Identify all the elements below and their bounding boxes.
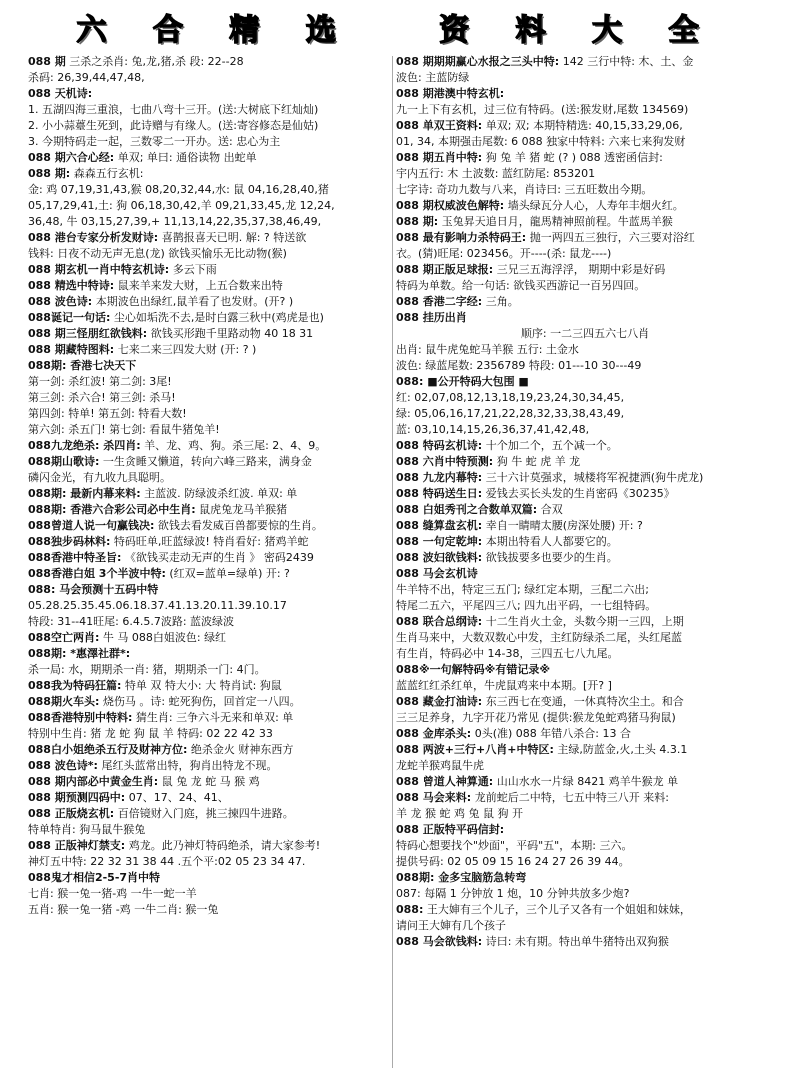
line-heading: 088 精选中特诗: xyxy=(28,279,115,292)
text-line xyxy=(396,630,774,646)
text-line xyxy=(28,310,390,326)
line-heading: 088: xyxy=(396,903,424,916)
text-line xyxy=(396,102,774,118)
line-text: 玉兔昇天追日月，龍馬精神照前程。牛蓝馬羊猴 xyxy=(438,215,673,228)
text-line xyxy=(396,470,774,486)
text-line xyxy=(28,422,390,438)
text-line xyxy=(396,838,774,854)
line-text: 绝杀金火 财神东西方 xyxy=(187,743,294,756)
text-line xyxy=(28,358,390,374)
text-line xyxy=(28,470,390,486)
line-text: 尘心如垢洗不去,是时白露三秋中(鸡虎是也) xyxy=(110,311,324,324)
line-heading: 088 藏金打油诗: xyxy=(396,695,483,708)
text-line xyxy=(396,614,774,630)
text-line xyxy=(28,822,390,838)
line-text: 幸自一睛晴太腰(房深处腰) 开: ? xyxy=(482,519,643,532)
text-line xyxy=(28,86,390,102)
line-text: 七来二来三四发大财 (开: ? ) xyxy=(114,343,257,356)
line-text: 宇内五行: 木 土波数: 蓝红防尾: 853201 xyxy=(396,167,596,180)
line-heading: 088 白姐秀刊之合数单双篇: xyxy=(396,503,538,516)
text-line xyxy=(396,534,774,550)
line-text: 蓝蓝红红杀红单，牛虎鼠鸡来中本期。[开? ] xyxy=(396,679,612,692)
text-line xyxy=(396,726,774,742)
text-line xyxy=(28,262,390,278)
line-text: 波色: 主蓝防绿 xyxy=(396,71,470,84)
text-line xyxy=(28,630,390,646)
line-heading: 088独步码林料: xyxy=(28,535,111,548)
text-line xyxy=(28,870,390,886)
line-text: 05,17,29,41,土: 狗 06,18,30,42,羊 09,21,33,45,龙 12,24, xyxy=(28,199,335,212)
line-text: 鼠来羊来发大财，上五合数来出特 xyxy=(114,279,283,292)
line-heading: 088 期玄机一肖中特玄机诗: xyxy=(28,263,170,276)
line-text: 36,48, 牛 03,15,27,39,+ 11,13,14,22,35,37,38,46,49, xyxy=(28,215,322,228)
line-heading: 088 最有影响力杀特码王: xyxy=(396,231,527,244)
line-text: 鼠虎兔龙马羊猴猪 xyxy=(195,503,288,516)
line-text: 特码心想要找个"炒面"，平码"五"，本期: 三六。 xyxy=(396,839,633,852)
text-line xyxy=(28,150,390,166)
text-line xyxy=(396,486,774,502)
line-heading: 088我为特码狂篇: xyxy=(28,679,122,692)
text-line xyxy=(396,406,774,422)
line-heading: 088 缝算盘玄机: xyxy=(396,519,483,532)
line-text: 狗 牛 蛇 虎 羊 龙 xyxy=(493,455,581,468)
line-heading: 088曾道人说一句赢钱决: xyxy=(28,519,155,532)
text-line xyxy=(396,422,774,438)
text-line xyxy=(28,342,390,358)
text-line xyxy=(28,518,390,534)
text-line xyxy=(396,662,774,678)
line-heading: 088 曾道人神算通: xyxy=(396,775,494,788)
line-heading: 088 九龙内幕特: xyxy=(396,471,483,484)
text-line xyxy=(396,342,774,358)
line-text: 特别中生肖: 猪 龙 蛇 狗 鼠 羊 特码: 02 22 42 33 xyxy=(28,727,273,740)
line-text: 《欲钱买走动无声的生肖 》 密码2439 xyxy=(121,551,314,564)
line-heading: 088香港白姐 3个半波中特: xyxy=(28,567,166,580)
line-text: 主蓝波. 防绿波杀红波. 单双: 单 xyxy=(140,487,298,500)
text-line xyxy=(28,646,390,662)
line-heading: 088 期正版足球报: xyxy=(396,263,494,276)
text-line xyxy=(396,598,774,614)
line-text: 牛羊特不出，特定三五门; 绿红定本期，三配二六出; xyxy=(396,583,649,596)
text-line xyxy=(396,502,774,518)
line-text: 087: 每隔 1 分钟放 1 炮，10 分钟共放多少炮? xyxy=(396,887,630,900)
line-text: 王大婶有三个儿子，三个儿子又各有一个姐姐和妹妹， xyxy=(423,903,691,916)
line-heading: 088期山歌诗: xyxy=(28,455,100,468)
text-line xyxy=(396,390,774,406)
text-line xyxy=(28,246,390,262)
line-heading: 088 波色诗*: xyxy=(28,759,98,772)
line-text: 特段: 31--41旺尾: 6.4.5.7波路: 蓝波绿波 xyxy=(28,615,235,628)
line-heading: 088 联合总纲诗: xyxy=(396,615,483,628)
line-text: 蓝: 03,10,14,15,26,36,37,41,42,48, xyxy=(396,423,590,436)
column-divider xyxy=(392,56,393,1068)
line-text: 顺序: 一二三四五六七八肖 xyxy=(520,327,650,340)
text-line xyxy=(28,54,390,70)
line-heading: 088期火车头: xyxy=(28,695,100,708)
line-text: 0头(准) 088 年错八杀合: 13 合 xyxy=(471,727,631,740)
text-line xyxy=(396,310,774,326)
line-text: 九一上下有玄机，过三位有特码。(送:猴发财,尾数 134569) xyxy=(396,103,689,116)
line-text: 杀码: 26,39,44,47,48, xyxy=(28,71,145,84)
text-line xyxy=(28,758,390,774)
line-heading: 088 特码送生日: xyxy=(396,487,483,500)
line-text: 红: 02,07,08,12,13,18,19,23,24,30,34,45, xyxy=(396,391,625,404)
text-line xyxy=(396,694,774,710)
line-heading: 088期: 香港七决天下 xyxy=(28,359,137,372)
line-text: 多云下雨 xyxy=(169,263,217,276)
text-line xyxy=(396,822,774,838)
line-heading: 088 期预测四码中: xyxy=(28,791,126,804)
text-line xyxy=(396,710,774,726)
line-heading: 088 期: xyxy=(28,167,71,180)
line-text: 诗曰: 未有期。特出单牛猪特出双狗猴 xyxy=(482,935,669,948)
line-text: 七字诗: 奇功九数与八来，肖诗曰: 三五旺数出今期。 xyxy=(396,183,653,196)
line-heading: 088 天机诗: xyxy=(28,87,93,100)
text-line xyxy=(28,902,390,918)
line-text: 一生贪睡又懒道，转向六峰三路来，满身金 xyxy=(99,455,312,468)
text-line xyxy=(396,518,774,534)
line-heading: 088香港中特圣旨: xyxy=(28,551,122,564)
text-line xyxy=(28,390,390,406)
text-line xyxy=(28,454,390,470)
text-line xyxy=(28,214,390,230)
text-line xyxy=(28,662,390,678)
line-text: 欲钱拔要多也要少的生肖。 xyxy=(482,551,618,564)
line-heading: 088 期期期赢心水报之三头中特: xyxy=(396,55,560,68)
line-heading: 088 正版神灯禁支: xyxy=(28,839,126,852)
line-text: 07、17、24、41、 xyxy=(125,791,229,804)
text-line xyxy=(396,758,774,774)
text-line xyxy=(28,534,390,550)
text-line xyxy=(396,246,774,262)
line-text: 喜鹊报喜天已明. 解: ? 特送欲 xyxy=(158,231,307,244)
line-text: 山山水水一片绿 8421 鸡羊牛猴龙 单 xyxy=(493,775,679,788)
line-text: 牛 马 088白姐波色: 绿红 xyxy=(99,631,227,644)
line-heading: 088 期六合心经: xyxy=(28,151,115,164)
line-heading: 088 马会玄机诗 xyxy=(396,567,478,580)
line-text: 3. 今期特码走一起，三数零二一开办。送: 忠心为主 xyxy=(28,135,281,148)
line-text: 出肖: 鼠牛虎兔蛇马羊猴 五行: 土金水 xyxy=(396,343,579,356)
text-line xyxy=(28,694,390,710)
text-line xyxy=(28,198,390,214)
line-heading: 088期: *惠澤社群*: xyxy=(28,647,131,660)
text-line xyxy=(396,86,774,102)
text-line xyxy=(28,70,390,86)
text-line xyxy=(28,614,390,630)
text-line xyxy=(28,710,390,726)
text-line xyxy=(28,102,390,118)
text-line xyxy=(396,790,774,806)
line-heading: 088 波妇欲钱料: xyxy=(396,551,483,564)
line-text: (红双=蓝单=绿单) 开: ? xyxy=(165,567,290,580)
line-text: 本期出特看人人都要它的。 xyxy=(482,535,618,548)
text-line xyxy=(28,790,390,806)
line-text: 单双; 双; 本期特精选: 40,15,33,29,06, xyxy=(482,119,683,132)
line-text: 特码旺单,旺蓝绿波! 特肖看好: 猪鸡羊蛇 xyxy=(110,535,309,548)
line-text: 特码为单数。给一句话: 欲钱买西游记一百另四回。 xyxy=(396,279,646,292)
line-text: 142 三行中特: 木、土、金 xyxy=(559,55,694,68)
text-line xyxy=(28,230,390,246)
line-text: 01, 34, 本期强击尾数: 6 088 独家中特料: 六来七来狗发财 xyxy=(396,135,686,148)
text-line xyxy=(396,134,774,150)
line-text: 衣。(猜)旺尾: 023456。开----(杀: 鼠龙----) xyxy=(396,247,612,260)
text-line xyxy=(28,294,390,310)
text-line xyxy=(28,742,390,758)
line-heading: 088: 马会预测十五码中特 xyxy=(28,583,159,596)
line-text: 百倍镜财入门庭，挑三揀四牛进路。 xyxy=(114,807,294,820)
left-column xyxy=(28,54,390,1070)
line-text: 请问王大婶有几个孩子 xyxy=(396,919,506,932)
text-line xyxy=(396,358,774,374)
line-text: 特尾二五六，平尾四三八; 四九出平码，一七组特码。 xyxy=(396,599,657,612)
line-text: 三十六计莫强求，城楼将军祝捷洒(狗牛虎龙) xyxy=(482,471,704,484)
line-heading: 088 港台专家分析发财诗: xyxy=(28,231,159,244)
text-line xyxy=(396,262,774,278)
text-line xyxy=(396,742,774,758)
text-line xyxy=(28,566,390,582)
line-text: 欲钱去看发威百兽都要惊的生肖。 xyxy=(154,519,323,532)
line-heading: 088 期三怪朋红欲钱料: xyxy=(28,327,148,340)
line-heading: 088期: 最新内幕来料: xyxy=(28,487,141,500)
line-heading: 088香港特别中特料: xyxy=(28,711,133,724)
text-line xyxy=(396,182,774,198)
text-line xyxy=(28,182,390,198)
line-heading: 088 一句定乾坤: xyxy=(396,535,483,548)
line-text: 提供号码: 02 05 09 15 16 24 27 26 39 44。 xyxy=(396,855,630,868)
line-text: 单双; 单曰: 通俗读物 出蛇单 xyxy=(114,151,257,164)
text-line xyxy=(396,278,774,294)
line-text: 1. 五湖四海三重浪，七曲八弯十三开。(送:大树底下红灿灿) xyxy=(28,103,319,116)
text-line xyxy=(396,646,774,662)
line-text: 尾红头蓝常出特，狗肖出特龙不现。 xyxy=(97,759,278,772)
line-text: 钱料: 日夜不动无声无息(龙) 欲钱买愉乐无比动物(猴) xyxy=(28,247,287,260)
line-heading: 088 特码玄机诗: xyxy=(396,439,483,452)
line-text: 东三西七在变通，一休真特次尘土。和合 xyxy=(482,695,684,708)
text-line xyxy=(28,806,390,822)
text-line xyxy=(28,550,390,566)
line-heading: 088 单双王资料: xyxy=(396,119,483,132)
text-line xyxy=(396,550,774,566)
line-heading: 088 期 xyxy=(28,55,66,68)
line-text: 十个加二个，五个减一个。 xyxy=(482,439,618,452)
line-text: 欲钱买形跑千里路动物 40 18 31 xyxy=(147,327,314,340)
line-heading: 088: ■公开特码大包围 ■ xyxy=(396,375,529,388)
line-text: 杀一局: 水，期期杀一肖: 猪，期期杀一门: 4门。 xyxy=(28,663,266,676)
text-line xyxy=(28,134,390,150)
line-text: 抛一两四五三独行，六三要对浴红 xyxy=(526,231,695,244)
text-line xyxy=(396,326,774,342)
text-line xyxy=(396,886,774,902)
text-line xyxy=(28,374,390,390)
line-text: 磷闪金光，有九收九具聪明。 xyxy=(28,471,171,484)
line-text: 特单特肖: 狗马鼠牛猴兔 xyxy=(28,823,146,836)
text-line xyxy=(28,726,390,742)
text-line xyxy=(28,118,390,134)
text-line xyxy=(28,774,390,790)
line-heading: 088鬼才相信2-5-7肖中特 xyxy=(28,871,161,884)
line-heading: 088 期藏特图料: xyxy=(28,343,115,356)
line-text: 绿: 05,06,16,17,21,22,28,32,33,38,43,49, xyxy=(396,407,625,420)
text-line xyxy=(396,854,774,870)
line-text: 鼠 兔 龙 蛇 马 猴 鸡 xyxy=(158,775,260,788)
line-heading: 088 期港澳中特玄机: xyxy=(396,87,505,100)
line-text: 合双 xyxy=(537,503,563,516)
line-text: 墙头绿瓦分人心，人寿年丰烟火红。 xyxy=(504,199,684,212)
text-line xyxy=(396,678,774,694)
line-heading: 088期: 香港六合彩公司必中生肖: xyxy=(28,503,196,516)
text-line xyxy=(28,406,390,422)
line-text: 第一剑: 杀红波! 第二剑: 3尾! xyxy=(28,375,172,388)
line-text: 生肖马来中，大数双数心中发，主红防绿杀二尾，头红尾蓝 xyxy=(396,631,682,644)
text-line xyxy=(28,166,390,182)
line-text: 第四剑: 特单! 第五剑: 特看大数! xyxy=(28,407,187,420)
text-line xyxy=(396,918,774,934)
text-line xyxy=(396,806,774,822)
line-heading: 088 六肖中特预测: xyxy=(396,455,494,468)
line-text: 羊、龙、鸡、狗。杀三尾: 2、4、9。 xyxy=(140,439,327,452)
text-line xyxy=(396,566,774,582)
text-line xyxy=(396,902,774,918)
line-heading: 088 马会欲钱料: xyxy=(396,935,483,948)
line-heading: 088诞记一句话: xyxy=(28,311,111,324)
line-heading: 088九龙绝杀: 杀四肖: xyxy=(28,439,141,452)
line-text: 05.28.25.35.45.06.18.37.41.13.20.11.39.10.17 xyxy=(28,599,287,612)
line-text: 猜生肖: 三争六斗无来和单双: 单 xyxy=(132,711,294,724)
line-text: 主绿,防蓝金,火,土头 4.3.1 xyxy=(553,743,688,756)
line-text: 三杀之杀肖: 兔,龙,猪,杀 段: 22--28 xyxy=(65,55,244,68)
line-text: 本期波色出绿红,鼠羊看了也发财。(开? ) xyxy=(92,295,294,308)
text-line xyxy=(396,934,774,950)
line-heading: 088 正版特平码信封: xyxy=(396,823,505,836)
line-heading: 088 香港二字经: xyxy=(396,295,483,308)
line-heading: 088白小姐绝杀五行及财神方位: xyxy=(28,743,188,756)
text-line xyxy=(28,438,390,454)
text-line xyxy=(28,838,390,854)
text-line xyxy=(396,54,774,70)
line-heading: 088空亡两肖: xyxy=(28,631,100,644)
page-title: 六 合 精 选 资 料 大 全 xyxy=(76,13,717,48)
line-text: 烧伤马 。诗: 蛇死狗伤，回首定一八四。 xyxy=(99,695,301,708)
line-heading: 088※一句解特码※有错记录※ xyxy=(396,663,551,676)
text-line xyxy=(396,166,774,182)
text-line xyxy=(28,854,390,870)
line-text: 十二生肖火土金，头数今期一三四，上期 xyxy=(482,615,684,628)
text-line xyxy=(396,582,774,598)
line-text: 七肖: 猴一兔一猪-鸡 一牛一蛇一羊 xyxy=(28,887,197,900)
line-text: 2. 小小蒜薹生死到，此诗赠与有缘人。(送:寄容修态是仙姑) xyxy=(28,119,319,132)
line-text: 森森五行玄机: xyxy=(70,167,144,180)
text-line xyxy=(396,438,774,454)
line-heading: 088 期权威波色解特: xyxy=(396,199,505,212)
line-text: 第六剑: 杀五门! 第七剑: 看鼠牛猪兔羊! xyxy=(28,423,220,436)
line-text: 波色: 绿蓝尾数: 2356789 特段: 01---10 30---49 xyxy=(396,359,642,372)
line-text: 有生肖，特码必中 14-38，三四五七八九尾。 xyxy=(396,647,619,660)
line-text: 五肖: 猴一兔一猪 -鸡 一牛二肖: 猴一兔 xyxy=(28,903,219,916)
text-line xyxy=(396,454,774,470)
line-text: 三兄三五海浮浮， 期期中彩是好码 xyxy=(493,263,666,276)
line-text: 第三剑: 杀六合! 第三剑: 杀马! xyxy=(28,391,176,404)
text-line xyxy=(28,598,390,614)
text-line xyxy=(396,70,774,86)
text-line xyxy=(28,326,390,342)
text-line xyxy=(396,230,774,246)
line-heading: 088 两波+三行+八肖+中特区: xyxy=(396,743,554,756)
line-text: 爱钱去买长头发的生肖密码《30235》 xyxy=(482,487,675,500)
line-heading: 088 期内部必中黄金生肖: xyxy=(28,775,159,788)
text-line xyxy=(396,198,774,214)
text-line xyxy=(396,150,774,166)
line-text: 金: 鸡 07,19,31,43,猴 08,20,32,44,水: 鼠 04,16,28,40,猪 xyxy=(28,183,329,196)
line-heading: 088期: 金多宝脑筋急转弯 xyxy=(396,871,527,884)
line-text: 狗 兔 羊 猪 蛇 (? ) 088 透密函信封: xyxy=(482,151,663,164)
page-header xyxy=(0,0,793,54)
line-heading: 088 期五肖中特: xyxy=(396,151,483,164)
line-heading: 088 马会来料: xyxy=(396,791,472,804)
line-heading: 088 期: xyxy=(396,215,439,228)
line-heading: 088 波色诗: xyxy=(28,295,93,308)
text-line xyxy=(28,582,390,598)
right-column xyxy=(396,54,774,1070)
line-text: 特单 双 特大小: 大 特肖试: 狗鼠 xyxy=(121,679,282,692)
line-text: 三角。 xyxy=(482,295,519,308)
line-text: 神灯五中特: 22 32 31 38 44 .五个平:02 05 23 34 47. xyxy=(28,855,306,868)
text-line xyxy=(396,118,774,134)
line-text: 鸡龙。此乃神灯特码绝杀，请大家参考! xyxy=(125,839,321,852)
text-line xyxy=(396,870,774,886)
text-line xyxy=(396,294,774,310)
text-line xyxy=(28,502,390,518)
text-line xyxy=(28,278,390,294)
text-line xyxy=(28,886,390,902)
line-heading: 088 正版烧玄机: xyxy=(28,807,115,820)
text-line xyxy=(396,374,774,390)
line-text: 羊 龙 猴 蛇 鸡 兔 鼠 狗 开 xyxy=(396,807,523,820)
text-line xyxy=(28,678,390,694)
line-text: 三三足养身，九字开花乃常见 (提供:猴龙兔蛇鸡猪马狗鼠) xyxy=(396,711,676,724)
text-line xyxy=(396,774,774,790)
line-heading: 088 金库杀头: xyxy=(396,727,472,740)
line-text: 龙前蛇后二中特，七五中特三八开 来料: xyxy=(471,791,669,804)
text-line xyxy=(396,214,774,230)
text-line xyxy=(28,486,390,502)
line-heading: 088 挂历出肖 xyxy=(396,311,467,324)
line-text: 龙蛇羊猴鸡鼠牛虎 xyxy=(396,759,484,772)
